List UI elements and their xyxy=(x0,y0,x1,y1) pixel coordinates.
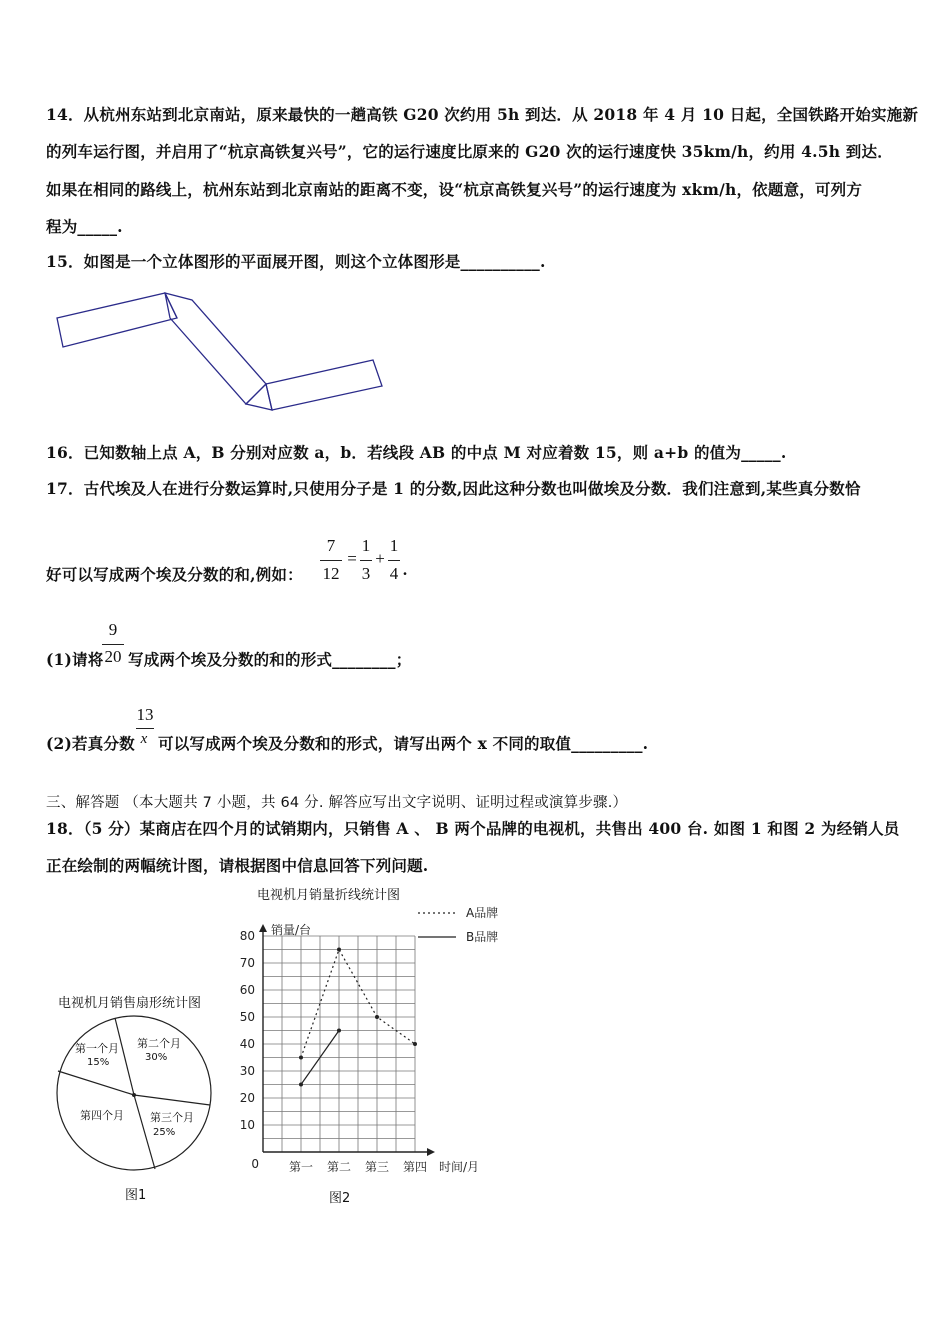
ex-denominator: 12 xyxy=(322,564,340,583)
data-point-a xyxy=(299,1056,303,1060)
ex-d1: 3 xyxy=(361,564,371,583)
data-point-a xyxy=(337,948,341,952)
x-axis-arrow xyxy=(427,1148,435,1156)
pie-center xyxy=(132,1093,136,1097)
p1-numerator: 9 xyxy=(108,620,118,639)
p2-numerator: 13 xyxy=(136,705,154,724)
q18-line1: 18．（5 分）某商店在四个月的试销期内，只销售 A 、 B 两个品牌的电视机，共售出 400 台. 如图 1 和图 2 为经销人员 xyxy=(46,819,900,838)
pie-slice-4-label: 第四个月 xyxy=(80,1109,124,1122)
pie-slice-2-label: 第二个月 xyxy=(137,1037,181,1050)
q15-text: 15．如图是一个立体图形的平面展开图，则这个立体图形是__________. xyxy=(46,252,546,271)
line-chart xyxy=(228,895,513,1185)
data-point-b xyxy=(299,1083,303,1087)
pie-chart xyxy=(55,1015,220,1175)
pie-slice-3-pct: 25% xyxy=(153,1127,176,1138)
pie-divider-3 xyxy=(134,1095,210,1105)
pie-divider-1 xyxy=(115,1018,134,1095)
p2-denominator: x xyxy=(140,731,148,747)
pie-slice-1-label: 第一个月 xyxy=(75,1042,119,1055)
legend-label-b: B品牌 xyxy=(466,930,499,944)
p1-denominator: 20 xyxy=(104,647,122,666)
pie-title: 电视机月销售扇形统计图 xyxy=(58,996,202,1011)
section3-title: 三、解答题 （本大题共 7 小题，共 64 分. 解答应写出文字说明、证明过程或演算步骤.） xyxy=(46,795,628,811)
chart-title: 电视机月销量折线统计图 xyxy=(257,888,401,903)
data-point-b xyxy=(337,1029,341,1033)
q16-text: 16．已知数轴上点 A，B 分别对应数 a，b．若线段 AB 的中点 M 对应着数 15，则 a+b 的值为_____. xyxy=(46,443,787,462)
ex-dot: . xyxy=(402,560,408,579)
q14-line2: 的列车运行图，并启用了“杭京高铁复兴号”，它的运行速度比原来的 G20 次的运行速度快 35km/h，约用 4.5h 到达． xyxy=(46,142,893,161)
data-point-a xyxy=(413,1042,417,1046)
pie-slice-2-pct: 30% xyxy=(145,1052,168,1063)
y-tick-label: 30 xyxy=(239,1064,255,1078)
ex-numerator: 7 xyxy=(326,536,336,555)
y-tick-label: 10 xyxy=(239,1118,255,1132)
pie-slice-3-label: 第三个月 xyxy=(150,1111,194,1124)
pie-slice-1-pct: 15% xyxy=(87,1057,110,1068)
q14-line3: 如果在相同的路线上，杭州东站到北京南站的距离不变，设“杭京高铁复兴号”的运行速度为 xkm/h，依题意，可列方 xyxy=(46,180,863,199)
p1-fraction-bar xyxy=(102,644,124,645)
y-tick-label: 50 xyxy=(239,1010,255,1024)
ex-n1: 1 xyxy=(361,536,371,555)
y-tick-label: 40 xyxy=(239,1037,255,1051)
y-tick-label: 80 xyxy=(239,929,255,943)
pie-divider-2 xyxy=(58,1071,134,1095)
chart-caption: 图2 xyxy=(329,1191,351,1206)
x-tick-label: 第一 xyxy=(288,1160,314,1174)
x-tick-label: 第四 xyxy=(402,1160,428,1174)
q18-line2: 正在绘制的两幅统计图，请根据图中信息回答下列问题. xyxy=(46,856,429,875)
y-tick-label: 60 xyxy=(239,983,255,997)
net-strip-middle xyxy=(165,293,266,404)
q17-p2-suffix: 可以写成两个埃及分数和的形式，请写出两个 x 不同的取值_________. xyxy=(158,734,649,753)
net-diagram xyxy=(50,285,390,415)
legend-label-a: A品牌 xyxy=(466,906,499,920)
q17-p1-prefix: (1)请将 xyxy=(46,650,104,669)
origin-label: 0 xyxy=(251,1157,259,1171)
net-triangle xyxy=(246,384,272,410)
x-tick-label: 第三 xyxy=(364,1160,390,1174)
q17-line2: 好可以写成两个埃及分数的和,例如： xyxy=(46,565,303,584)
x-axis-label: 时间/月 xyxy=(439,1160,480,1174)
pie-divider-4 xyxy=(134,1095,155,1169)
q17-p2-prefix: (2)若真分数 xyxy=(46,734,135,753)
y-tick-label: 70 xyxy=(239,956,255,970)
p2-fraction-bar xyxy=(136,728,154,729)
q14-line4: 程为_____. xyxy=(46,217,123,236)
data-point-a xyxy=(375,1015,379,1019)
ex-bar2 xyxy=(388,560,400,561)
q17-line1: 17．古代埃及人在进行分数运算时,只使用分子是 1 的分数,因此这种分数也叫做埃及分数．我们注意到,某些真分数恰 xyxy=(46,479,861,498)
q14-line1: 14．从杭州东站到北京南站，原来最快的一趟高铁 G20 次约用 5h 到达．从 2018 年 4 月 10 日起，全国铁路开始实施新 xyxy=(46,105,919,124)
net-strip-left xyxy=(57,293,177,347)
pie-caption: 图1 xyxy=(125,1188,147,1203)
y-axis-label: 销量/台 xyxy=(271,923,312,937)
y-axis-arrow xyxy=(259,924,267,932)
net-strip-right xyxy=(266,360,382,410)
x-tick-label: 第二 xyxy=(326,1160,352,1174)
y-tick-label: 20 xyxy=(239,1091,255,1105)
ex-n2: 1 xyxy=(389,536,399,555)
ex-fraction-bar xyxy=(320,560,342,561)
ex-equals: = xyxy=(347,549,357,568)
ex-plus: + xyxy=(375,549,385,568)
net-fold-1 xyxy=(165,293,177,318)
q17-p1-suffix: 写成两个埃及分数的和的形式________； xyxy=(128,650,412,669)
ex-bar1 xyxy=(360,560,372,561)
ex-d2: 4 xyxy=(389,564,399,583)
